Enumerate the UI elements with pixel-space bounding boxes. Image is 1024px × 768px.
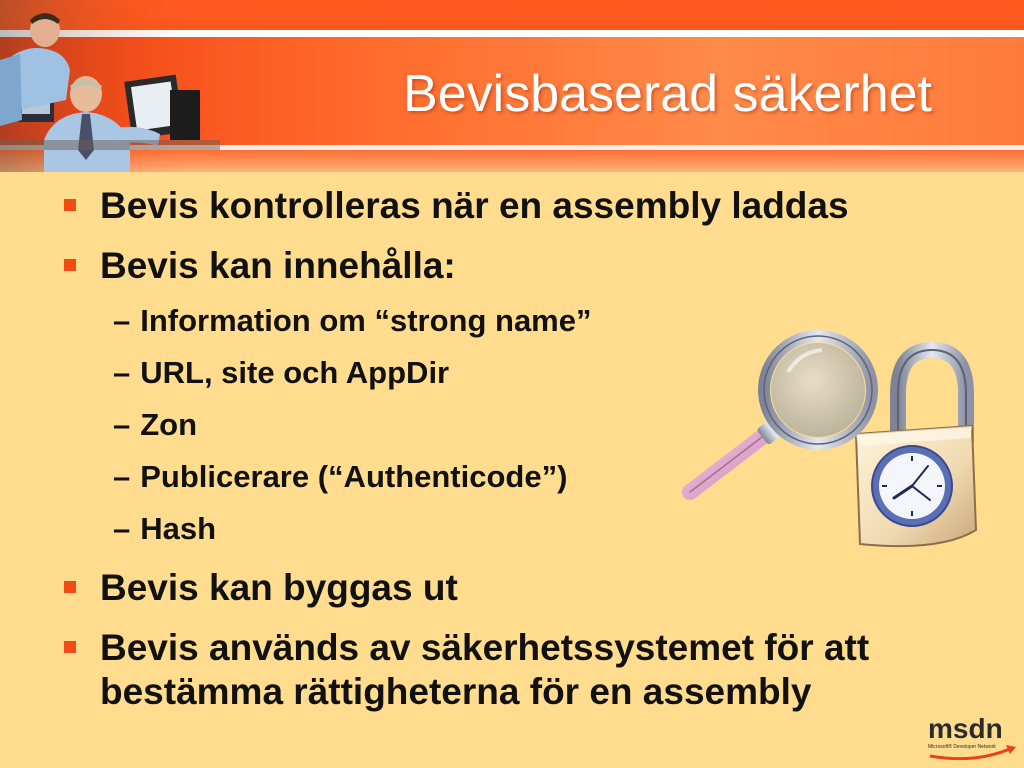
msdn-logo-subtext: Microsoft® Developer Network <box>928 744 996 750</box>
bullet-text: Bevis kan byggas ut <box>100 567 458 608</box>
magnifier-and-padlock-icon <box>680 322 980 558</box>
sub-dash: – <box>113 355 131 390</box>
bullet-item <box>100 626 980 714</box>
sub-item-text: Zon <box>140 407 198 442</box>
bullet-item <box>100 244 980 288</box>
sub-dash: – <box>113 407 131 442</box>
bullet-text-line: Bevis används av säkerhetssystemet för att <box>100 627 870 668</box>
sub-list-item <box>113 302 713 340</box>
people-at-computers-photo <box>0 0 220 172</box>
bullet-square-icon <box>64 199 76 211</box>
sub-list-item <box>113 406 713 444</box>
sub-item-text: Hash <box>140 511 217 546</box>
sub-list-item <box>113 354 713 392</box>
bullet-item <box>100 566 980 610</box>
sub-item-text: Information om “strong name” <box>140 303 592 338</box>
sub-list-item <box>113 458 713 496</box>
slide-title: Bevisbaserad säkerhet <box>403 65 932 123</box>
msdn-logo-text: msdn <box>928 713 1003 744</box>
bullet-square-icon <box>64 641 76 653</box>
sub-item-text: URL, site och AppDir <box>140 355 450 390</box>
bullet-square-icon <box>64 581 76 593</box>
sub-dash: – <box>113 303 131 338</box>
bullet-text: Bevis kan innehålla: <box>100 245 456 286</box>
header-banner <box>0 0 1024 172</box>
bullet-item <box>100 184 980 228</box>
msdn-logo <box>926 712 1018 762</box>
bullet-text: Bevis kontrolleras när en assembly laddas <box>100 185 849 226</box>
bullet-square-icon <box>64 259 76 271</box>
bullet-text-line: bestämma rättigheterna för en assembly <box>100 671 812 712</box>
sub-item-text: Publicerare (“Authenticode”) <box>140 459 568 494</box>
sub-dash: – <box>113 511 131 546</box>
sub-list-item <box>113 510 713 548</box>
sub-dash: – <box>113 459 131 494</box>
